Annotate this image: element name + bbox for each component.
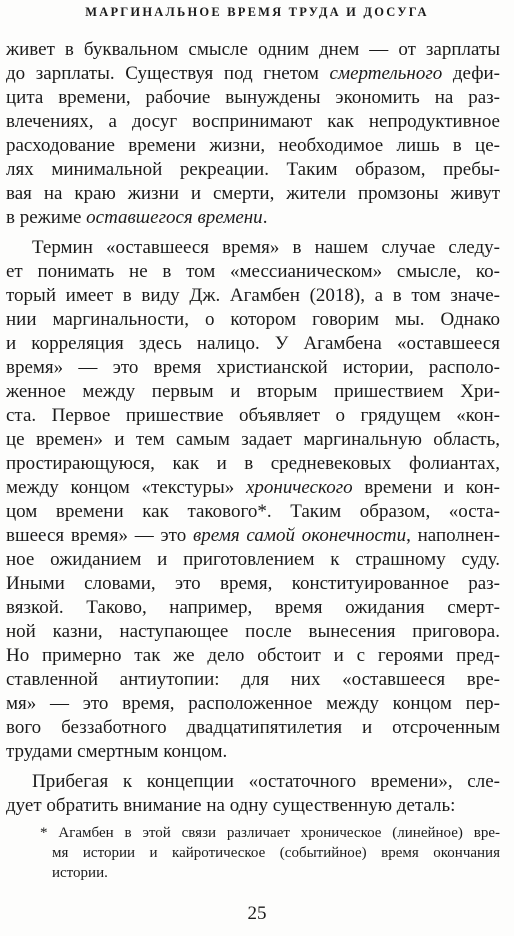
text-line (6, 236, 500, 260)
text-run: живет в буквальном смысле одним днем — от зарплаты (6, 39, 500, 60)
text-line (6, 692, 500, 716)
text-run: женное между первым и вторым пришествием Хри- (6, 381, 500, 402)
text-line (6, 158, 500, 182)
text-run: ста. Первое пришествие объявляет о грядущем «кон- (6, 405, 500, 426)
text-line (6, 452, 500, 476)
text-run: трудами смертным концом. (6, 741, 228, 762)
text-line (6, 38, 500, 62)
text-line (6, 308, 500, 332)
text-run: цита времени, рабочие вынуждены экономить на раз- (6, 87, 500, 108)
text-line (6, 794, 500, 818)
text-line (6, 134, 500, 158)
text-line (6, 428, 500, 452)
text-run: , наполнен- (406, 525, 500, 546)
footnote (40, 823, 500, 883)
footnote-line: истории. (52, 865, 108, 881)
text-run: в режиме (6, 207, 87, 228)
italic-text: хронического (246, 477, 353, 498)
text-line (6, 668, 500, 692)
text-run: нии маргинальности, о котором говорим мы. Однако (6, 309, 500, 330)
text-run: влечениях, а досуг воспринимают как непродуктивное (6, 111, 500, 132)
italic-text: время самой оконечности (192, 525, 407, 546)
text-run: цом времени как такового*. Таким образом, «оста- (6, 501, 500, 522)
page-number: 25 (247, 903, 267, 924)
text-run: ной казни, наступающее после вынесения приговора. (6, 621, 500, 642)
text-run: ное ожиданием и приготовлением к страшному суду. (6, 549, 500, 570)
text-run: Иными словами, это время, конституированное раз- (6, 573, 500, 594)
text-run: время» — это время христианской истории, располо- (6, 357, 500, 378)
text-run: мя» — это время, расположенное между концом пер- (6, 693, 500, 714)
footnote-line: * Агамбен в этой связи различает хроническое (линейное) вре- (40, 825, 500, 841)
text-run: между концом «текстуры» (6, 477, 246, 498)
text-line (6, 500, 500, 524)
text-run: . (262, 207, 268, 228)
body-text (6, 38, 500, 818)
text-run: до зарплаты. Существуя под гнетом (6, 63, 330, 84)
text-run: дует обратить внимание на одну существенную деталь: (6, 795, 456, 816)
paragraph (6, 770, 500, 818)
text-line (6, 716, 500, 740)
text-line (6, 572, 500, 596)
text-run: Но примерно так же дело обстоит и с героями пред- (6, 645, 500, 666)
text-line (6, 476, 500, 500)
italic-text: оставшегося времени (86, 207, 263, 228)
text-run: вязкой. Таково, например, время ожидания смерт- (6, 597, 500, 618)
paragraph (6, 38, 500, 230)
text-run: це времен» и тем самым задает маргинальную область, (6, 429, 500, 450)
footnote-line: мя истории и кайротическое (событийное) время окончания (52, 845, 500, 861)
text-run: простирающуюся, как и в средневековых фолиантах, (6, 453, 500, 474)
text-run: расходование времени жизни, необходимое лишь в це- (6, 135, 500, 156)
text-run: торый имеет в виду Дж. Агамбен (2018), а в том значе- (6, 285, 500, 306)
text-line (6, 86, 500, 110)
text-line (6, 332, 500, 356)
text-line (6, 182, 500, 206)
text-run: Прибегая к концепции «остаточного времени», сле- (32, 771, 500, 792)
text-run: ставленной антиутопии: для них «оставшееся вре- (6, 669, 500, 690)
text-run: и корреляция здесь налицо. У Агамбена «оставшееся (6, 333, 500, 354)
text-run: вого беззаботного двадцатипятилетия и отсроченным (6, 717, 500, 738)
text-line (6, 740, 500, 764)
text-run: времени и кон- (352, 477, 500, 498)
text-line (6, 770, 500, 794)
text-run: лях минимальной рекреации. Таким образом, пребы- (6, 159, 500, 180)
text-line (6, 596, 500, 620)
text-line (6, 548, 500, 572)
text-line (6, 110, 500, 134)
text-run: вшееся время» — это (6, 525, 193, 546)
text-line (6, 62, 500, 86)
text-line (6, 356, 500, 380)
text-line (6, 644, 500, 668)
text-line (6, 404, 500, 428)
text-run: вая на краю жизни и смерти, жители промзоны живут (6, 183, 500, 204)
text-run: дефи- (442, 63, 501, 84)
text-line (6, 206, 500, 230)
italic-text: смертельного (329, 63, 443, 84)
text-run: Термин «оставшееся время» в нашем случае следу- (32, 237, 500, 258)
text-line (6, 524, 500, 548)
paragraph (6, 236, 500, 764)
running-head: МАРГИНАЛЬНОЕ ВРЕМЯ ТРУДА И ДОСУГА (85, 5, 429, 19)
text-line (6, 380, 500, 404)
text-line (6, 284, 500, 308)
text-run: ет понимать не в том «мессианическом» смысле, ко- (6, 261, 500, 282)
text-line (6, 260, 500, 284)
text-line (6, 620, 500, 644)
